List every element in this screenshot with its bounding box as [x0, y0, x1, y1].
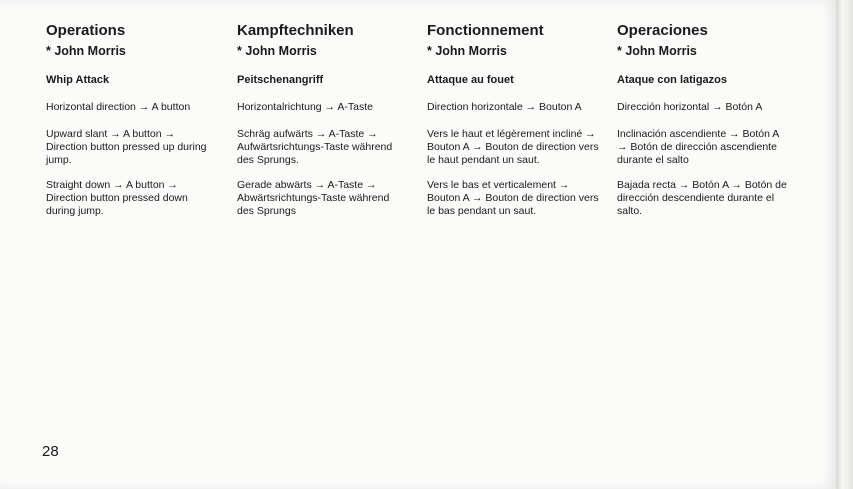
page-edge: [836, 0, 853, 489]
command-downward: Bajada recta → Botón A → Botón de dirección descendiente durante el salto.: [617, 179, 787, 217]
command-upward: Vers le haut et légèrement incliné → Bouton A → Bouton de direction vers le haut pendant un saut.: [427, 128, 599, 166]
move-name: Attaque au fouet: [427, 74, 514, 86]
command-downward: Gerade abwärts → A-Taste → Abwärtsrichtungs-Taste während des Sprungs: [237, 179, 390, 217]
command-horizontal: Dirección horizontal → Botón A: [617, 101, 763, 113]
column-german: [237, 22, 417, 217]
character-name: * John Morris: [617, 44, 697, 58]
column-french: [427, 22, 607, 217]
command-downward: Straight down → A button → Direction button pressed down during jump.: [46, 179, 188, 217]
column-english: [46, 22, 226, 217]
command-upward: Schräg aufwärts → A-Taste → Aufwärtsrichtungs-Taste während des Sprungs.: [237, 128, 393, 166]
move-name: Whip Attack: [46, 74, 110, 86]
command-horizontal: Horizontal direction → A button: [46, 101, 191, 113]
command-horizontal: Direction horizontale → Bouton A: [427, 101, 582, 113]
command-upward: Upward slant → A button → Direction button pressed up during jump.: [46, 128, 207, 166]
section-title: Operaciones: [617, 22, 708, 39]
page-number: 28: [42, 443, 59, 460]
section-title: Operations: [46, 22, 126, 39]
command-horizontal: Horizontalrichtung → A-Taste: [237, 101, 373, 113]
command-downward: Vers le bas et verticalement → Bouton A → Bouton de direction vers le bas pendant un saut.: [427, 179, 599, 217]
section-title: Kampftechniken: [237, 22, 354, 39]
command-upward: Inclinación ascendiente → Botón A → Botón de dirección ascendiente durante el salto: [617, 128, 779, 166]
character-name: * John Morris: [46, 44, 126, 58]
section-title: Fonctionnement: [427, 22, 544, 39]
character-name: * John Morris: [427, 44, 507, 58]
move-name: Ataque con latigazos: [617, 74, 728, 86]
character-name: * John Morris: [237, 44, 317, 58]
move-name: Peitschenangriff: [237, 74, 324, 86]
column-spanish: [617, 22, 797, 217]
